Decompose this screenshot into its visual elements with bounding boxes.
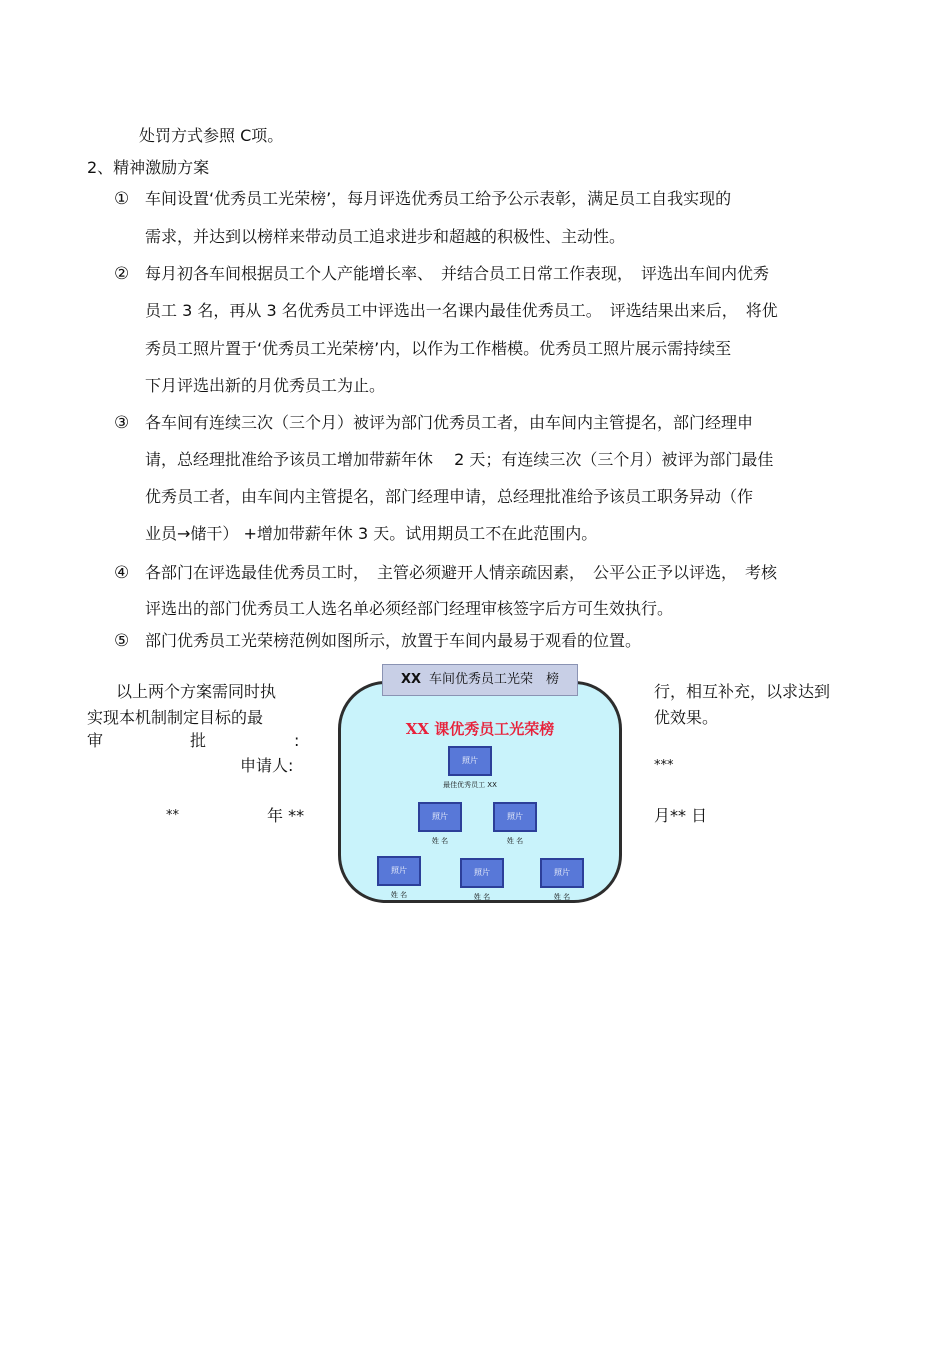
date-year-value: ** xyxy=(166,808,179,823)
item-4-line-1: 各部门在评选最佳优秀员工时， 主管必须避开人情亲疏因素， 公平公正予以评选， 考核 xyxy=(145,563,778,582)
item-number-2: ② xyxy=(114,264,130,284)
item-number-3: ③ xyxy=(114,413,130,433)
item-2-line-4: 下月评选出新的月优秀员工为止。 xyxy=(145,376,386,395)
approval-label-char-2: 批 xyxy=(190,731,207,750)
photo-placeholder: 照片 xyxy=(493,802,537,832)
item-2-line-2: 员工 3 名，再从 3 名优秀员工中评选出一名课内最佳优秀员工。 评选结果出来后， 将优 xyxy=(145,301,778,320)
item-1-line-1: 车间设置‘优秀员工光荣榜’，每月评选优秀员工给予公示表彰，满足员工自我实现的 xyxy=(145,189,732,208)
item-number-1: ① xyxy=(114,189,130,209)
item-4-line-2: 评选出的部门优秀员工人选名单必须经部门经理审核签字后方可生效执行。 xyxy=(145,599,674,618)
applicant-label: 申请人: xyxy=(240,756,294,775)
name-caption: 姓 名 xyxy=(553,893,571,901)
section-heading-spiritual-incentive: 2、精神激励方案 xyxy=(87,158,210,177)
header-text: 车间优秀员工光荣 榜 xyxy=(429,672,560,687)
closing-right-2: 优效果。 xyxy=(654,708,719,727)
item-3-line-1: 各车间有连续三次（三个月）被评为部门优秀员工者，由车间内主管提名，部门经理申 xyxy=(145,413,754,432)
item-number-4: ④ xyxy=(114,563,130,583)
name-caption: 姓 名 xyxy=(431,837,449,845)
closing-left-1: 以上两个方案需同时执 xyxy=(116,682,277,701)
name-caption: 姓 名 xyxy=(390,891,408,899)
photo-placeholder: 照片 xyxy=(540,858,584,888)
photo-placeholder: 照片 xyxy=(460,858,504,888)
closing-right-1: 行，相互补充，以求达到 xyxy=(654,682,831,701)
item-3-line-3: 优秀员工者，由车间内主管提名，部门经理申请，总经理批准给予该员工职务异动（作 xyxy=(145,487,754,506)
item-3-line-2: 请，总经理批准给予该员工增加带薪年休 2 天；有连续三次（三个月）被评为部门最佳 xyxy=(145,450,774,469)
closing-left-2: 实现本机制制定目标的最 xyxy=(87,708,264,727)
item-5-line-1: 部门优秀员工光荣榜范例如图所示，放置于车间内最易于观看的位置。 xyxy=(145,631,642,650)
item-2-line-3: 秀员工照片置于‘优秀员工光荣榜’内，以作为工作楷模。优秀员工照片展示需持续至 xyxy=(145,339,732,358)
item-1-line-2: 需求，并达到以榜样来带动员工追求进步和超越的积极性、主动性。 xyxy=(145,227,626,246)
honor-board-panel xyxy=(338,681,622,903)
date-month-day: 月** 日 xyxy=(654,806,708,825)
honor-board-header-tab xyxy=(382,664,578,696)
name-caption: 姓 名 xyxy=(506,837,524,845)
name-caption: 姓 名 xyxy=(473,893,491,901)
best-employee-caption: 最佳优秀员工 XX xyxy=(443,781,497,789)
approval-colon: : xyxy=(294,731,300,750)
item-2-line-1: 每月初各车间根据员工个人产能增长率、 并结合员工日常工作表现， 评选出车间内优秀 xyxy=(145,264,770,283)
text-line-penalty-ref: 处罚方式参照 C项。 xyxy=(139,126,284,145)
photo-placeholder: 照片 xyxy=(377,856,421,886)
item-3-line-4: 业员→储干） +增加带薪年休 3 天。试用期员工不在此范围内。 xyxy=(145,524,598,543)
honor-board-figure xyxy=(338,664,624,908)
honor-board-title: XX 课优秀员工光荣榜 xyxy=(405,720,555,738)
photo-placeholder-best: 照片 xyxy=(448,746,492,776)
item-number-5: ⑤ xyxy=(114,631,130,651)
header-xx: XX xyxy=(400,672,422,687)
photo-placeholder: 照片 xyxy=(418,802,462,832)
approval-label-char-1: 审 xyxy=(87,731,104,750)
applicant-value: *** xyxy=(654,758,674,773)
date-year-month: 年 ** xyxy=(267,806,305,825)
